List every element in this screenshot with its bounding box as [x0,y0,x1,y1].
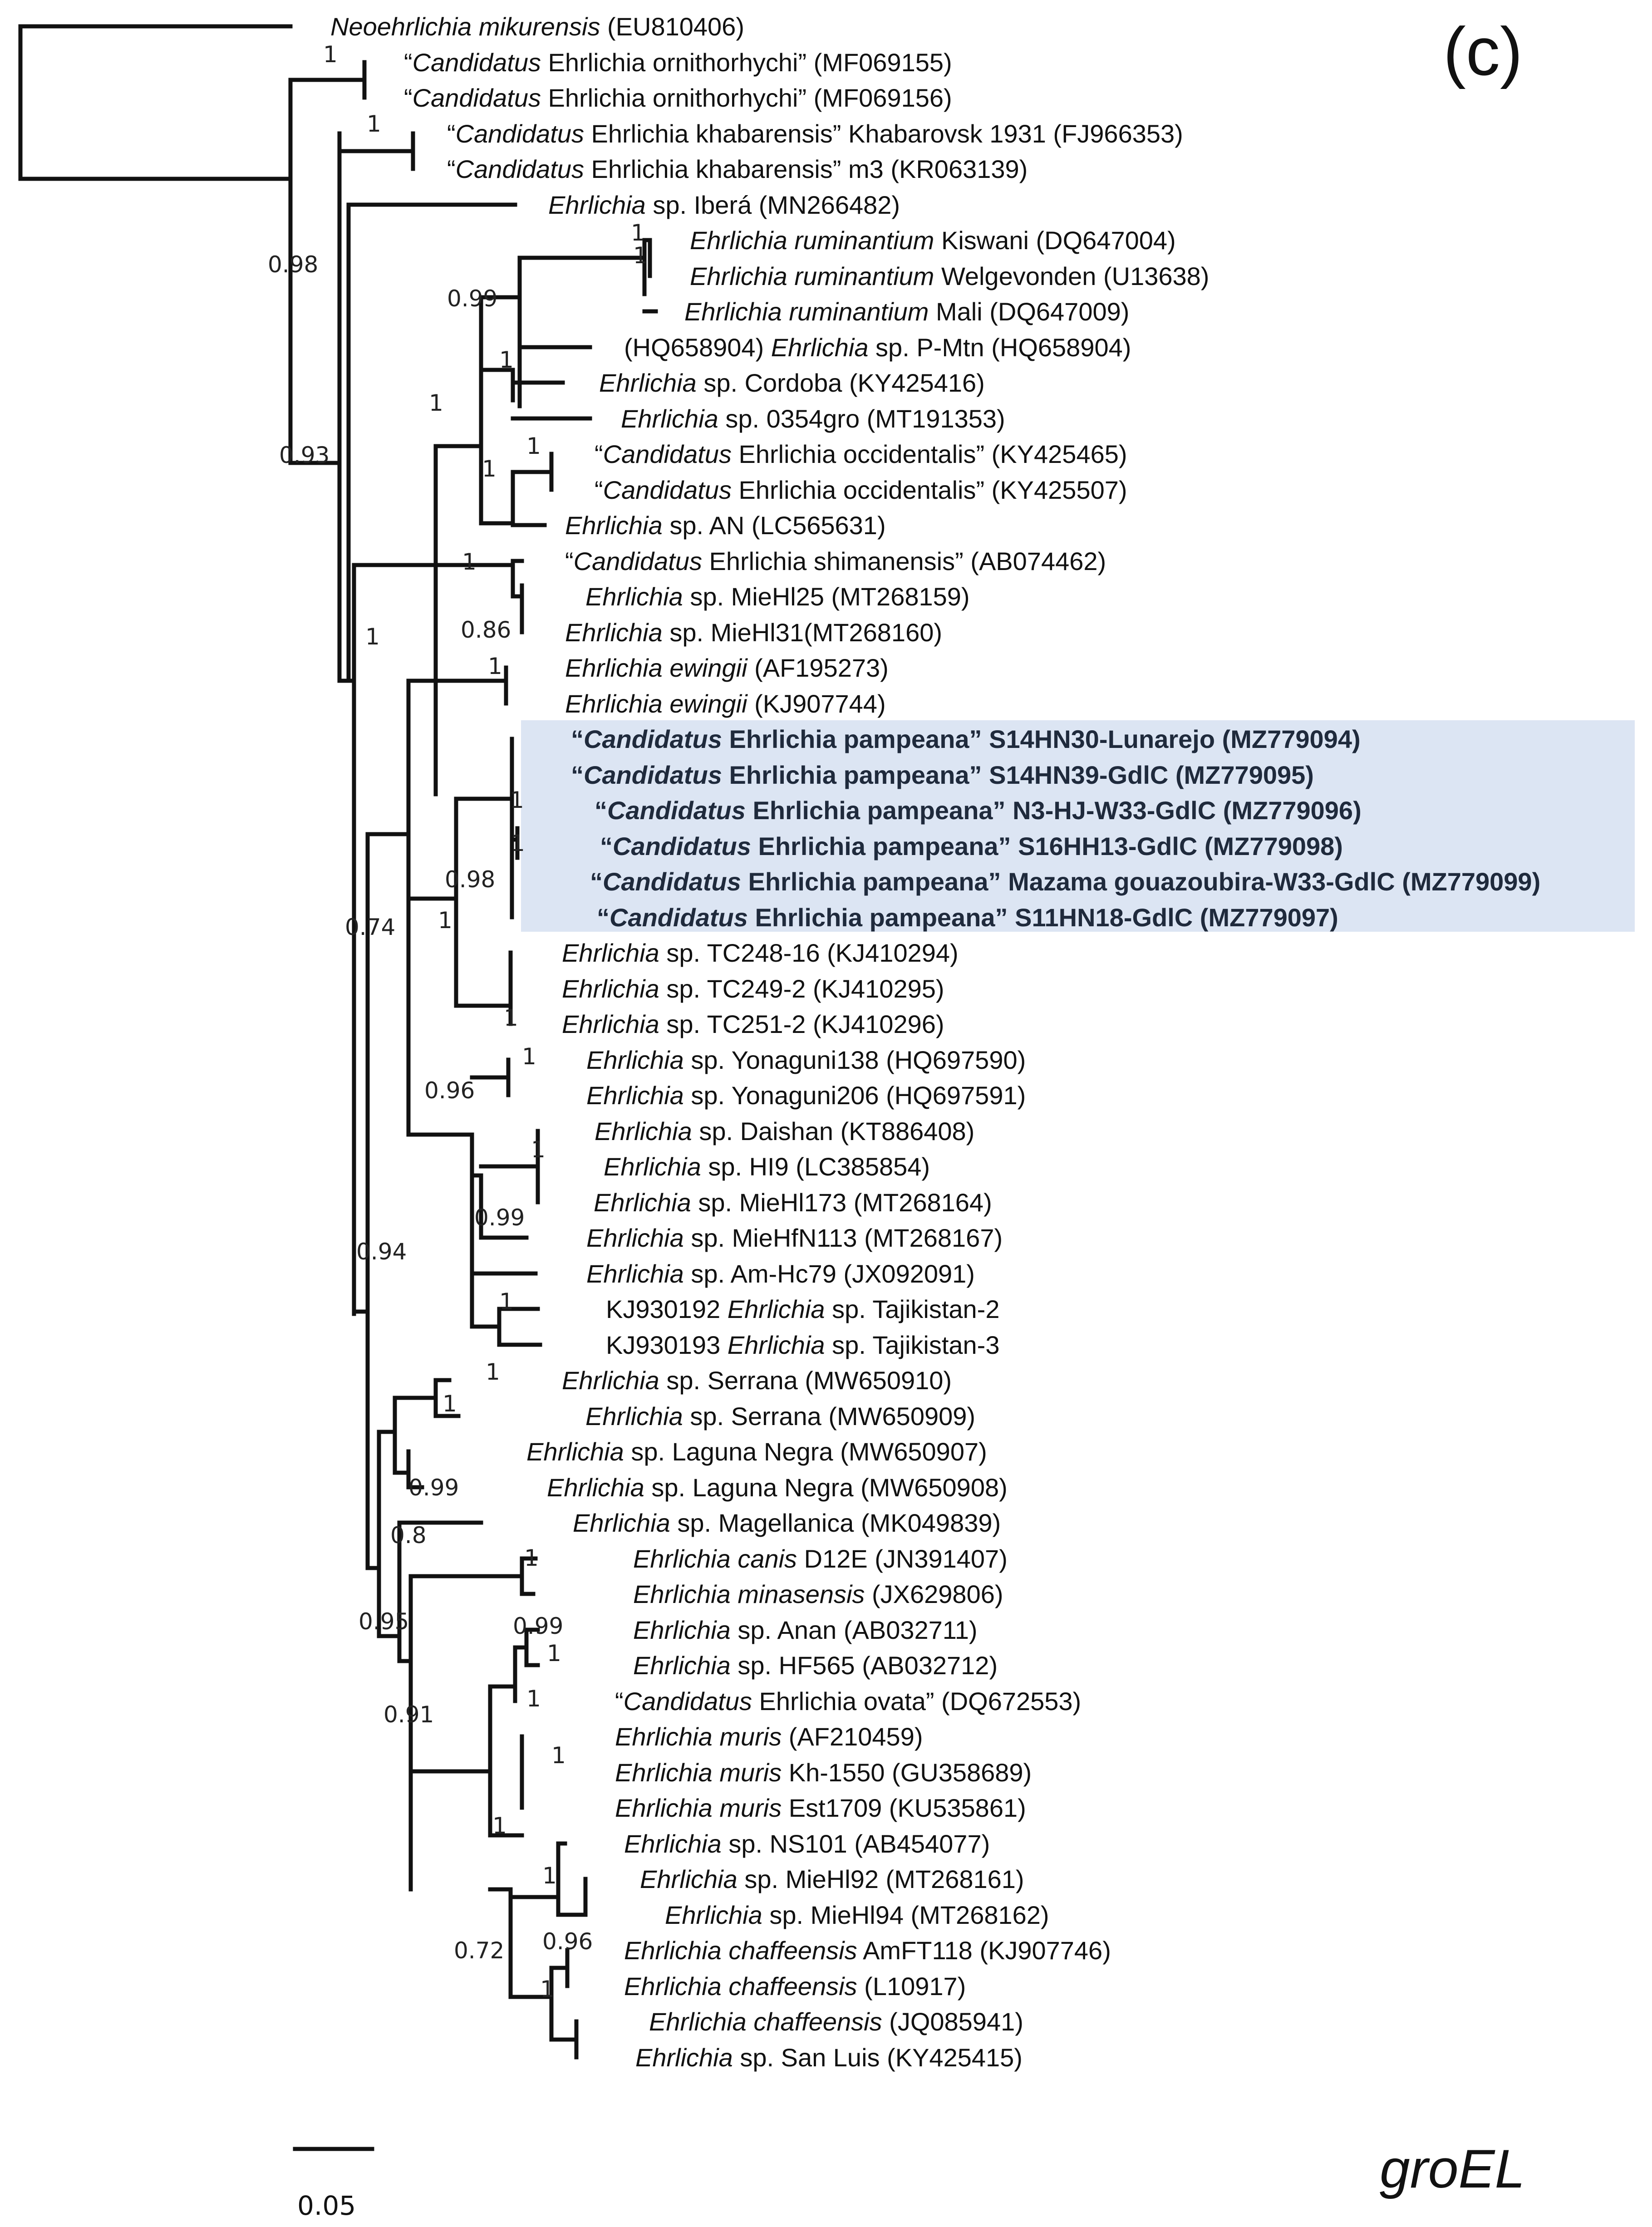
support-value: 1 [531,1136,546,1163]
taxon-label: Ehrlichia minasensis (JX629806) [633,1580,1003,1608]
support-value: 0.99 [408,1475,459,1501]
taxon-label: Ehrlichia sp. Yonaguni206 (HQ697591) [586,1081,1026,1110]
taxon-label: “Candidatus Ehrlichia pampeana” Mazama gouazoubira-W33-GdlC (MZ779099) [590,867,1541,896]
taxon-label: Ehrlichia sp. 0354gro (MT191353) [621,404,1005,433]
support-value: 1 [633,242,648,269]
taxon-label: “Candidatus Ehrlichia occidentalis” (KY425465) [595,440,1127,468]
support-value: 0.94 [356,1239,407,1265]
taxon-label: Ehrlichia sp. NS101 (AB454077) [624,1829,990,1858]
support-value: 1 [323,41,338,68]
support-value: 1 [547,1640,561,1667]
taxon-label: Ehrlichia canis D12E (JN391407) [633,1544,1008,1573]
taxon-label: Ehrlichia sp. MieHl31(MT268160) [565,618,943,647]
taxon-label: “Candidatus Ehrlichia pampeana” S14HN39-GdlC (MZ779095) [571,761,1314,789]
taxon-label: Neoehrlichia mikurensis (EU810406) [330,12,744,41]
support-value: 1 [551,1742,566,1769]
scale-bar-label: 0.05 [297,2190,356,2221]
support-value: 1 [365,624,380,650]
taxon-label: “Candidatus Ehrlichia pampeana” S14HN30-Lunarejo (MZ779094) [571,725,1361,753]
taxon-label: Ehrlichia sp. TC249-2 (KJ410295) [562,974,944,1003]
taxon-label: Ehrlichia sp. MieHl173 (MT268164) [594,1188,992,1217]
taxon-label: Ehrlichia sp. Iberá (MN266482) [548,191,900,219]
support-value: 1 [442,1391,457,1417]
taxon-label: “Candidatus Ehrlichia pampeana” S16HH13-GdlC (MZ779098) [600,832,1343,860]
taxon-label: “Candidatus Ehrlichia ornithorhychi” (MF069156) [404,84,952,112]
taxon-label: Ehrlichia sp. Laguna Negra (MW650907) [526,1437,987,1466]
taxon-label: Ehrlichia sp. Cordoba (KY425416) [599,369,985,397]
support-value: 1 [522,1043,536,1070]
support-value: 0.93 [279,442,330,468]
support-value: 1 [486,1359,500,1385]
taxon-label: Ehrlichia muris Kh-1550 (GU358689) [615,1758,1032,1787]
support-value: 1 [499,1288,514,1315]
panel-label: (c) [1443,13,1523,89]
taxon-label: (HQ658904) Ehrlichia sp. P-Mtn (HQ658904) [624,333,1131,362]
support-value: 1 [526,433,541,459]
taxon-label: Ehrlichia ruminantium Kiswani (DQ647004) [690,226,1176,255]
support-value: 0.99 [513,1613,564,1639]
taxon-label: Ehrlichia sp. MieHl94 (MT268162) [665,1901,1049,1929]
support-value: 0.98 [445,866,496,893]
taxon-label: “Candidatus Ehrlichia khabarensis” m3 (KR063139) [447,155,1028,183]
taxon-label: Ehrlichia sp. Yonaguni138 (HQ697590) [586,1046,1026,1074]
support-value: 0.96 [424,1077,475,1104]
taxon-label: Ehrlichia chaffeensis (JQ085941) [649,2007,1023,2036]
support-value: 0.98 [268,251,319,278]
support-value: 0.99 [447,285,498,312]
support-value: 1 [438,907,452,934]
support-value: 0.8 [390,1522,427,1549]
taxon-label: Ehrlichia sp. Daishan (KT886408) [595,1117,975,1145]
support-value: 1 [367,111,381,137]
taxon-label: Ehrlichia sp. HF565 (AB032712) [633,1651,998,1680]
support-value: 1 [504,1005,518,1031]
taxon-label: Ehrlichia ruminantium Mali (DQ647009) [684,297,1130,326]
support-value: 0.86 [461,617,511,643]
support-value: 1 [462,549,477,575]
taxon-label: Ehrlichia ewingii (AF195273) [565,654,889,682]
taxon-label: Ehrlichia sp. Magellanica (MK049839) [573,1509,1001,1537]
taxon-label: Ehrlichia chaffeensis AmFT118 (KJ907746) [624,1936,1111,1965]
support-value: 1 [524,1545,539,1571]
taxon-label: Ehrlichia sp. TC248-16 (KJ410294) [562,939,959,967]
support-value: 0.72 [454,1937,505,1964]
taxon-label: Ehrlichia chaffeensis (L10917) [624,1972,966,2001]
taxon-label: Ehrlichia sp. Am-Hc79 (JX092091) [586,1259,975,1288]
support-value: 1 [542,1863,557,1889]
taxon-label: “Candidatus Ehrlichia shimanensis” (AB074462) [565,547,1106,575]
taxon-label: Ehrlichia sp. Serrana (MW650909) [585,1402,976,1431]
taxon-label: Ehrlichia ruminantium Welgevonden (U13638) [690,262,1210,290]
taxon-label: Ehrlichia sp. Serrana (MW650910) [562,1366,952,1395]
taxon-label: “Candidatus Ehrlichia pampeana” S11HN18-GdlC (MZ779097) [597,903,1338,932]
taxon-label: “Candidatus Ehrlichia pampeana” N3-HJ-W33-GdlC (MZ779096) [595,796,1362,825]
taxon-label: Ehrlichia ewingii (KJ907744) [565,689,886,718]
taxon-label: Ehrlichia sp. Laguna Negra (MW650908) [547,1473,1008,1502]
taxon-label: Ehrlichia sp. MieHl25 (MT268159) [585,582,970,611]
taxon-label: Ehrlichia muris (AF210459) [615,1722,923,1751]
taxon-label: Ehrlichia sp. TC251-2 (KJ410296) [562,1010,944,1038]
support-value: 1 [499,347,514,373]
support-value: 1 [488,653,502,679]
taxon-label: Ehrlichia sp. AN (LC565631) [565,511,886,540]
support-value: 1 [482,456,497,482]
taxon-label: KJ930193 Ehrlichia sp. Tajikistan-3 [606,1331,1000,1359]
support-value: 1 [492,1813,507,1839]
support-value: 0.74 [345,914,396,940]
support-value: 1 [540,1976,555,2002]
support-value: 0.91 [384,1701,434,1728]
taxon-label: Ehrlichia sp. Anan (AB032711) [633,1616,978,1644]
taxon-label: “Candidatus Ehrlichia ornithorhychi” (MF069155) [404,48,952,77]
support-value: 0.95 [359,1608,409,1635]
taxon-label: Ehrlichia sp. HI9 (LC385854) [604,1152,930,1181]
support-value: 1 [631,220,645,246]
taxon-label: KJ930192 Ehrlichia sp. Tajikistan-2 [606,1295,1000,1323]
taxon-label: Ehrlichia sp. MieHfN113 (MT268167) [586,1224,1003,1252]
support-value: 0.99 [474,1204,525,1231]
taxon-label: Ehrlichia muris Est1709 (KU535861) [615,1794,1026,1822]
taxon-label: “Candidatus Ehrlichia khabarensis” Khabarovsk 1931 (FJ966353) [447,119,1183,148]
support-value: 1 [429,390,443,416]
taxon-label: “Candidatus Ehrlichia occidentalis” (KY425507) [595,476,1127,504]
taxon-label: Ehrlichia sp. San Luis (KY425415) [635,2043,1023,2072]
support-value: 1 [510,787,524,813]
gene-label: groEL [1380,2139,1525,2199]
support-value: 1 [526,1686,541,1712]
taxon-label: Ehrlichia sp. MieHl92 (MT268161) [640,1865,1024,1893]
support-value: 1 [511,830,525,856]
taxon-label: “Candidatus Ehrlichia ovata” (DQ672553) [615,1687,1082,1716]
support-value: 0.96 [542,1928,593,1955]
leaf-labels [330,12,1540,2072]
